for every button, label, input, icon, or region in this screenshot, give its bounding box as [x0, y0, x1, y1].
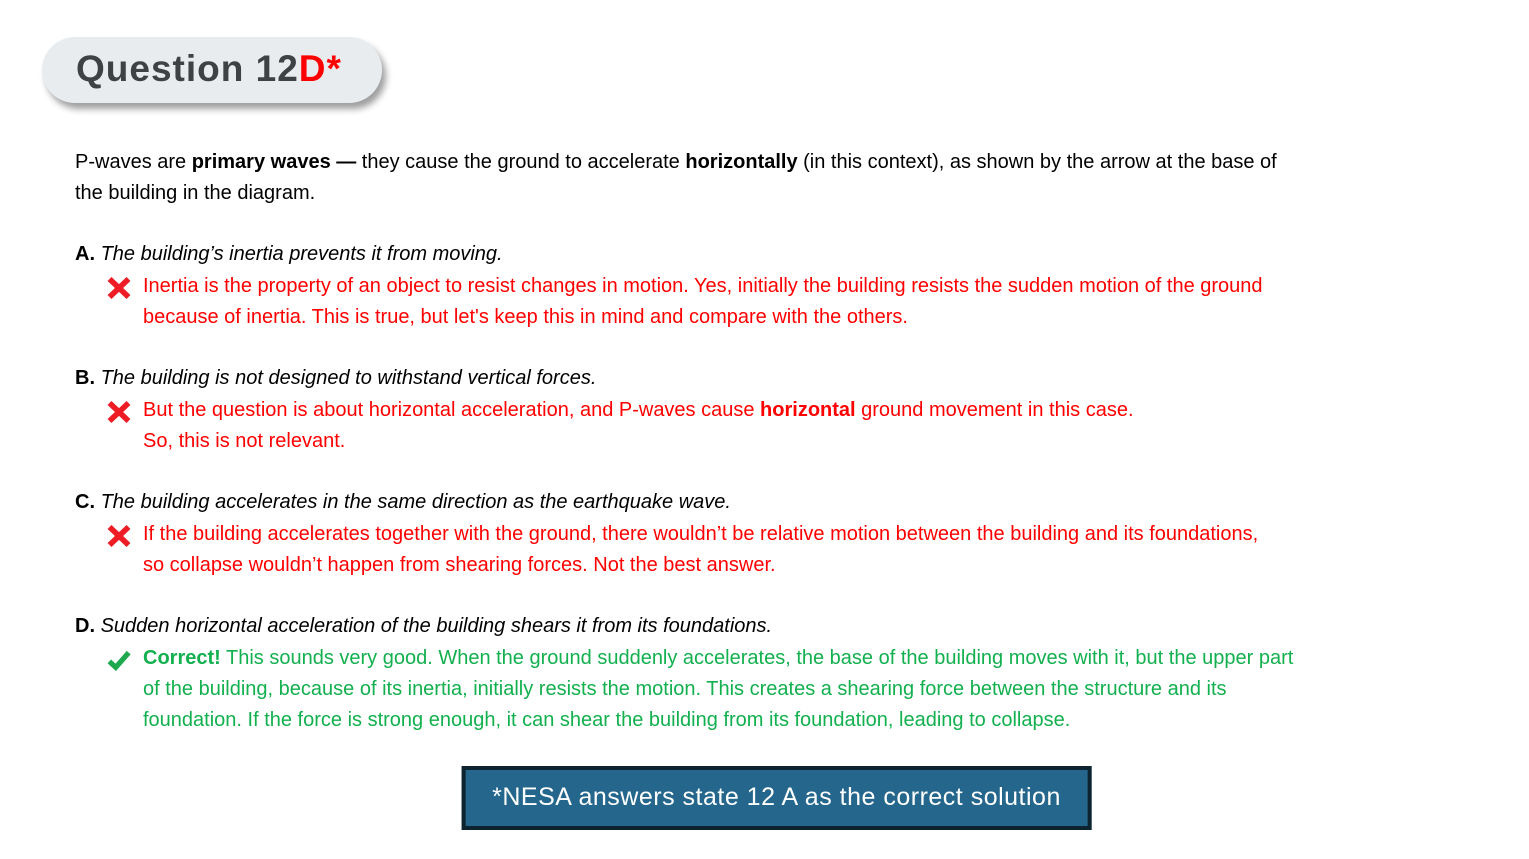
cross-icon: [107, 401, 131, 423]
option-a: [75, 239, 1529, 333]
nesa-note-text: *NESA answers state 12 A as the correct solution: [492, 783, 1061, 811]
option-a-title: [75, 239, 1529, 270]
option-d-statement: Sudden horizontal acceleration of the building shears it from its foundations.: [100, 615, 773, 637]
option-c: [75, 487, 1529, 581]
option-d-title: [75, 611, 1529, 642]
option-a-statement: The building’s inertia prevents it from moving.: [100, 243, 503, 265]
option-c-explanation: [107, 519, 1529, 581]
question-content: [75, 147, 1529, 736]
option-a-letter: A.: [75, 243, 95, 265]
option-b-title: [75, 363, 1529, 394]
option-d: [75, 611, 1529, 736]
cross-icon: [107, 525, 131, 547]
option-d-explanation-text: Correct! This sounds very good. When the ground suddenly accelerates, the base of the building moves with it, but the upper part of the building, because of its inertia, initially resists the motion. This creates a shearing force between the structure and its foundation. If the force is strong enough, it can shear the building from its foundation, leading to collapse.: [143, 647, 1294, 731]
option-d-explanation: [107, 643, 1529, 736]
option-c-statement: The building accelerates in the same direction as the earthquake wave.: [100, 491, 731, 513]
option-b-letter: B.: [75, 367, 95, 389]
check-icon: [107, 649, 131, 671]
option-b-statement: The building is not designed to withstand vertical forces.: [100, 367, 597, 389]
option-c-letter: C.: [75, 491, 95, 513]
option-a-explanation: [107, 271, 1529, 333]
question-header-pill: [42, 37, 382, 103]
nesa-note-banner: [461, 766, 1092, 830]
option-b-explanation: [107, 395, 1529, 457]
option-c-title: [75, 487, 1529, 518]
option-a-explanation-text: Inertia is the property of an object to resist changes in motion. Yes, initially the building resists the sudden motion of the ground because of inertia. This is true, but let's keep this in mind and compare with the others.: [143, 275, 1263, 328]
option-c-explanation-text: If the building accelerates together with the ground, there wouldn’t be relative motion between the building and its foundations, so collapse wouldn’t happen from shearing forces. Not the best answer.: [143, 523, 1259, 576]
intro-line2: the building in the diagram.: [75, 182, 316, 204]
intro-line1: P-waves are primary waves — they cause the ground to accelerate horizontally (in this context), as shown by the arrow at the base of: [75, 151, 1277, 173]
cross-icon: [107, 277, 131, 299]
option-d-letter: D.: [75, 615, 95, 637]
option-b: [75, 363, 1529, 457]
intro-paragraph: [75, 147, 1529, 209]
option-b-explanation-text: But the question is about horizontal acceleration, and P-waves cause horizontal ground movement in this case. So, this is not relevant.: [143, 399, 1134, 452]
question-title: Question 12: [76, 48, 299, 89]
question-answer-letter: D*: [298, 48, 342, 89]
